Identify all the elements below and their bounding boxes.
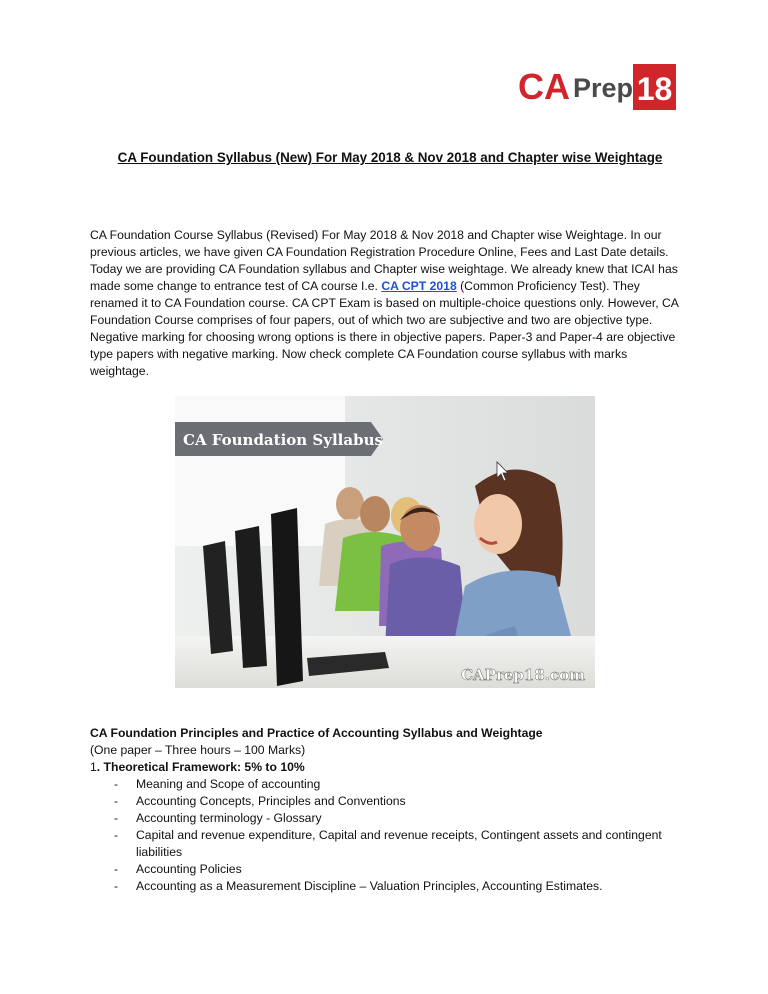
logo-number-text: 18: [636, 71, 673, 107]
list-item-text: Capital and revenue expenditure, Capital and revenue receipts, Contingent assets and contingent liabilities: [136, 828, 662, 859]
intro-text-before-link: CA Foundation Course Syllabus (Revised) For May 2018 & Nov 2018 and Chapter wise Weightage. In our previous articles, we have given CA Foundation Registration Procedure Online, Fees and Last Date details. Today we are providing CA Foundation syllabus and Chapter wise weightage. We already knew that ICAI has made some change to entrance test of CA course I.e.: [90, 228, 678, 293]
topic-list: [90, 776, 690, 895]
list-item-text: Accounting Concepts, Principles and Conventions: [136, 794, 406, 808]
list-item-text: Accounting as a Measurement Discipline – Valuation Principles, Accounting Estimates.: [136, 879, 603, 893]
bullet-dash: -: [114, 811, 119, 825]
banner-text: CA Foundation Syllabus: [183, 431, 383, 449]
image-watermark: CAPrep18.com: [461, 666, 585, 684]
intro-text-after-link: (Common Proficiency Test). They renamed it to CA Foundation course. CA CPT Exam is based on multiple-choice questions only. However, CA Foundation Course comprises of four papers, out of which two are subjective and two are objective type. Negative marking for choosing wrong options is there in objective papers. Paper-3 and Paper-4 are objective type papers with negative marking. Now check complete CA Foundation course syllabus with marks weightage.: [90, 279, 679, 378]
list-item: [90, 793, 690, 810]
list-item-text: Accounting Policies: [136, 862, 242, 876]
bullet-dash: -: [114, 862, 119, 876]
ca-cpt-2018-link[interactable]: CA CPT 2018: [381, 279, 457, 293]
intro-paragraph: [90, 227, 685, 380]
list-item: [90, 810, 690, 827]
image-window-light: [175, 396, 345, 546]
logo-prep-text: Prep: [573, 73, 634, 103]
student-boy-body: [385, 557, 467, 646]
list-item: [90, 878, 690, 895]
bullet-dash: -: [114, 777, 119, 791]
list-item-text: Accounting terminology - Glossary: [136, 811, 322, 825]
topic-title: . Theoretical Framework: 5% to 10%: [96, 760, 305, 774]
list-item-text: Meaning and Scope of accounting: [136, 777, 321, 791]
topic-heading: [90, 759, 690, 776]
bullet-dash: -: [114, 794, 119, 808]
hero-image: [175, 396, 595, 688]
list-item: [90, 776, 690, 793]
section-subheading: (One paper – Three hours – 100 Marks): [90, 743, 306, 757]
section-heading: CA Foundation Principles and Practice of Accounting Syllabus and Weightage: [90, 726, 543, 740]
student-green-head: [360, 496, 390, 532]
bullet-dash: -: [114, 879, 119, 893]
syllabus-section: [90, 725, 690, 895]
bullet-dash: -: [114, 828, 119, 842]
logo-ca-text: CA: [518, 66, 570, 107]
caprep18-logo: [518, 64, 676, 110]
topic-number: 1: [90, 760, 97, 774]
page-title: CA Foundation Syllabus (New) For May 2018 & Nov 2018 and Chapter wise Weightage: [117, 150, 663, 165]
list-item: [90, 861, 690, 878]
list-item: [90, 827, 690, 861]
girl-face: [474, 494, 522, 554]
student-far-head: [336, 487, 364, 521]
